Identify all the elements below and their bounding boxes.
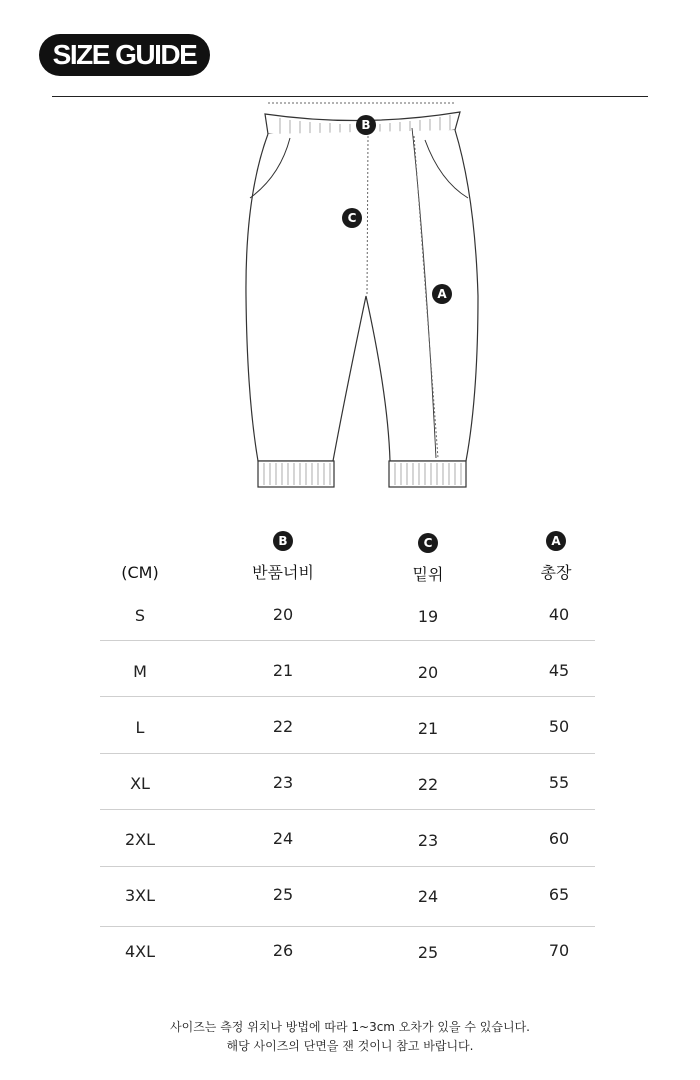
row-divider (100, 696, 595, 697)
rise-value: 24 (417, 887, 439, 906)
size-label: L (135, 718, 145, 737)
marker-a-icon: A (432, 284, 452, 304)
length-value: 60 (548, 829, 570, 848)
rise-value: 20 (417, 663, 439, 682)
rise-value: 23 (417, 831, 439, 850)
pants-illustration (0, 96, 700, 496)
pants-diagram (0, 96, 700, 496)
right-cuff (389, 461, 466, 487)
length-value: 55 (548, 773, 570, 792)
length-value: 45 (548, 661, 570, 680)
hip-width-value: 25 (272, 885, 294, 904)
row-divider (100, 866, 595, 867)
column-header-length: 총장 (540, 563, 572, 582)
size-label: 2XL (124, 830, 156, 849)
rise-value: 19 (417, 607, 439, 626)
length-value: 65 (548, 885, 570, 904)
hip-width-value: 26 (272, 941, 294, 960)
size-label: S (134, 606, 146, 625)
row-divider (100, 640, 595, 641)
marker-c-icon: C (342, 208, 362, 228)
length-value: 70 (548, 941, 570, 960)
marker-b-icon: B (356, 115, 376, 135)
row-divider (100, 926, 595, 927)
length-value: 40 (548, 605, 570, 624)
column-c-marker-icon: C (418, 533, 438, 553)
column-header-hip-width: 반품너비 (252, 563, 314, 582)
row-divider (100, 753, 595, 754)
hip-width-value: 24 (272, 829, 294, 848)
hip-width-value: 20 (272, 605, 294, 624)
column-a-marker-icon: A (546, 531, 566, 551)
unit-label: (CM) (121, 563, 159, 582)
hip-width-value: 22 (272, 717, 294, 736)
size-label: 3XL (124, 886, 156, 905)
rise-value: 21 (417, 719, 439, 738)
size-label: 4XL (124, 942, 156, 961)
measurement-note-2: 해당 사이즈의 단면을 잰 것이니 참고 바랍니다. (226, 1039, 474, 1053)
measurement-note-1: 사이즈는 측정 위치나 방법에 따라 1~3cm 오차가 있을 수 있습니다. (170, 1020, 530, 1034)
left-cuff (258, 461, 334, 487)
rise-value: 22 (417, 775, 439, 794)
column-b-marker-icon: B (273, 531, 293, 551)
size-label: M (133, 662, 147, 681)
length-value: 50 (548, 717, 570, 736)
hip-width-value: 23 (272, 773, 294, 792)
rise-value: 25 (417, 943, 439, 962)
column-header-rise: 밑위 (412, 565, 444, 584)
size-guide-title: SIZE GUIDE (39, 34, 210, 76)
size-label: XL (130, 774, 150, 793)
hip-width-value: 21 (272, 661, 294, 680)
row-divider (100, 809, 595, 810)
